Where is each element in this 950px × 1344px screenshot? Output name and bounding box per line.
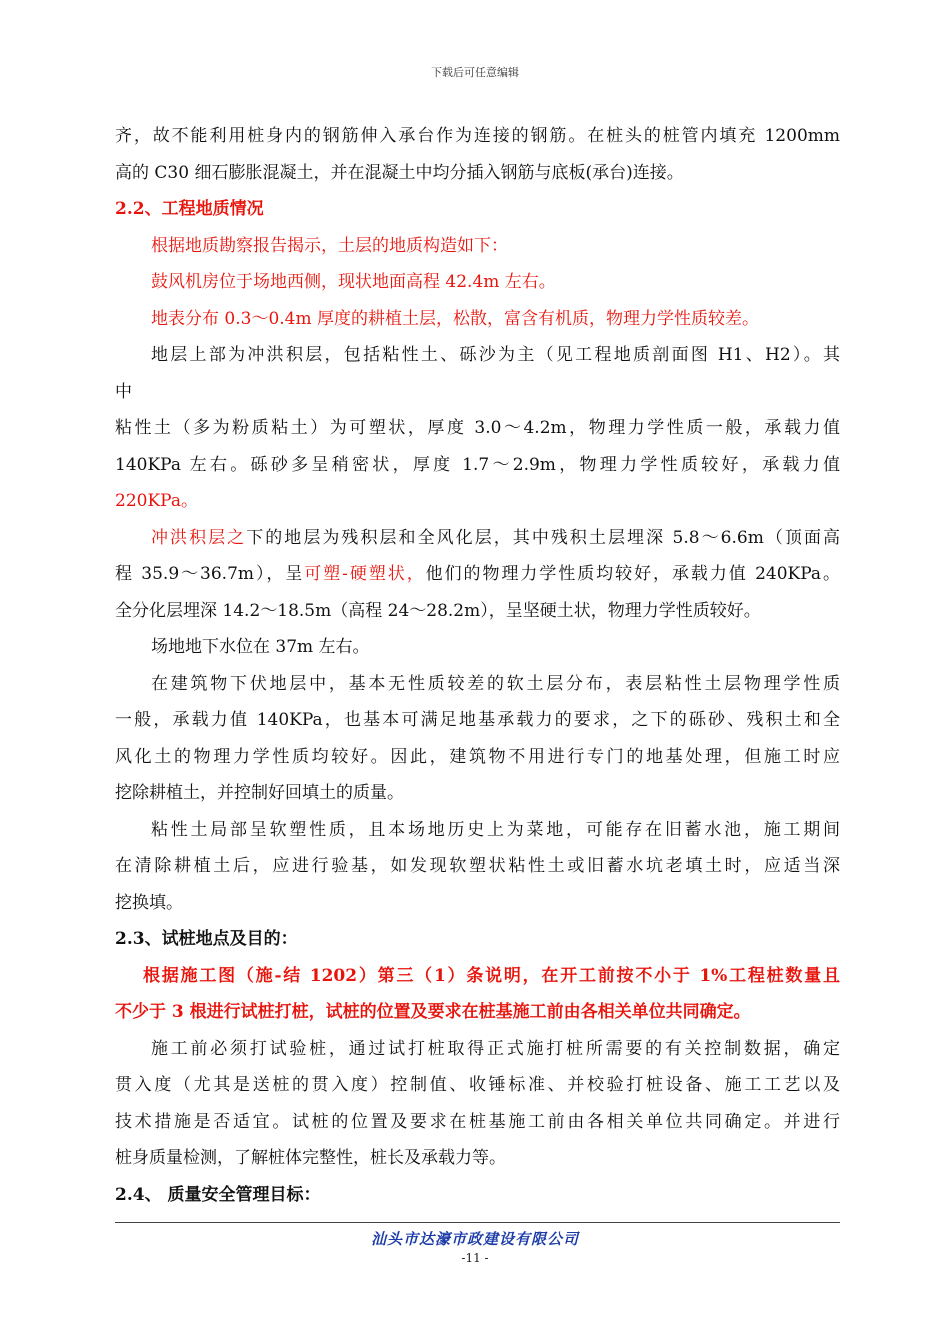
section-heading-2-3: 2.3、试桩地点及目的： (115, 929, 298, 949)
section-heading-2-2: 2.2、工程地质情况 (115, 199, 264, 219)
paragraph-line: 地层上部为冲洪积层，包括粘性土、砾沙为主（见工程地质剖面图 H1、H2）。其 (151, 345, 840, 365)
paragraph-line: 在清除耕植土后，应进行验基，如发现软塑状粘性土或旧蓄水坑老填土时，应适当深 (115, 856, 840, 876)
text-span: 下的地层为残积层和全风化层，其中残积土层埋深 5.8～6.6m（顶面高 (246, 527, 840, 548)
paragraph-line: 场地地下水位在 37m 左右。 (151, 637, 370, 657)
header-note: 下载后可任意编辑 (431, 66, 519, 79)
page-number: -11 - (461, 1251, 489, 1265)
paragraph-line: 地表分布 0.3～0.4m 厚度的耕植土层，松散，富含有机质，物理力学性质较差。 (151, 308, 759, 329)
paragraph-line: 挖除耕植土，并控制好回填土的质量。 (115, 783, 404, 803)
paragraph-line: 140KPa 左右。砾砂多呈稍密状，厚度 1.7～2.9m，物理力学性质较好，承载力值 (115, 454, 840, 475)
paragraph-line: 施工前必须打试验桩，通过试打桩取得正式施打桩所需要的有关控制数据，确定 (151, 1038, 840, 1059)
paragraph-line: 风化土的物理力学性质均较好。因此，建筑物不用进行专门的地基处理，但施工时应 (115, 746, 840, 767)
section-heading-2-4: 2.4、 质量安全管理目标： (115, 1184, 321, 1205)
highlight-text: 可塑-硬塑状， (304, 564, 426, 584)
paragraph-line: 根据地质勘察报告揭示，土层的地质构造如下： (151, 235, 508, 256)
paragraph-line: 粘性土局部呈软塑性质，且本场地历史上为菜地，可能存在旧蓄水池，施工期间 (151, 819, 840, 840)
paragraph-line: 粘性土（多为粉质粘土）为可塑状，厚度 3.0～4.2m，物理力学性质一般，承载力值 (115, 418, 840, 438)
highlight-text: 冲洪积层之 (151, 527, 247, 548)
paragraph-line: 不少于 3 根进行试桩打桩，试桩的位置及要求在桩基施工前由各相关单位共同确定。 (115, 1002, 751, 1022)
text-span: 他们的物理力学性质均较好，承载力值 240KPa。 (425, 564, 840, 584)
text-span: 程 35.9～36.7m），呈 (115, 564, 305, 584)
paragraph-line: 桩身质量检测，了解桩体完整性，桩长及承载力等。 (115, 1148, 506, 1168)
paragraph-line: 高的 C30 细石膨胀混凝土，并在混凝土中均分插入钢筋与底板(承台)连接。 (115, 162, 684, 183)
paragraph-line: 鼓风机房位于场地西侧，现状地面高程 42.4m 左右。 (151, 272, 556, 292)
paragraph-line: 在建筑物下伏地层中，基本无性质较差的软土层分布，表层粘性土层物理学性质 (151, 673, 840, 694)
paragraph-line (115, 556, 840, 593)
paragraph-line: 贯入度（尤其是送桩的贯入度）控制值、收锤标准、并校验打桩设备、施工工艺以及 (115, 1075, 840, 1095)
paragraph-line (115, 520, 840, 557)
document-body (115, 118, 840, 1213)
footer-company: 汕头市达濠市政建设有限公司 (370, 1230, 579, 1248)
paragraph-line: 中 (115, 381, 132, 402)
paragraph-line: 全分化层埋深 14.2～18.5m（高程 24～28.2m），呈坚硬土状，物理力学性质较好。 (115, 600, 761, 621)
paragraph-line: 挖换填。 (115, 892, 183, 913)
paragraph-line: 220KPa。 (115, 491, 198, 511)
paragraph-line: 齐，故不能利用桩身内的钢筋伸入承台作为连接的钢筋。在桩头的桩管内填充 1200mm (115, 126, 840, 146)
paragraph-line: 技术措施是否适宜。试桩的位置及要求在桩基施工前由各相关单位共同确定。并进行 (115, 1111, 840, 1132)
paragraph-line: 一般，承载力值 140KPa，也基本可满足地基承载力的要求，之下的砾砂、残积土和全 (115, 710, 840, 730)
paragraph-line: 根据施工图（施-结 1202）第三（1）条说明，在开工前按不小于 1%工程桩数量且 (143, 965, 840, 986)
footer-divider (115, 1222, 840, 1223)
